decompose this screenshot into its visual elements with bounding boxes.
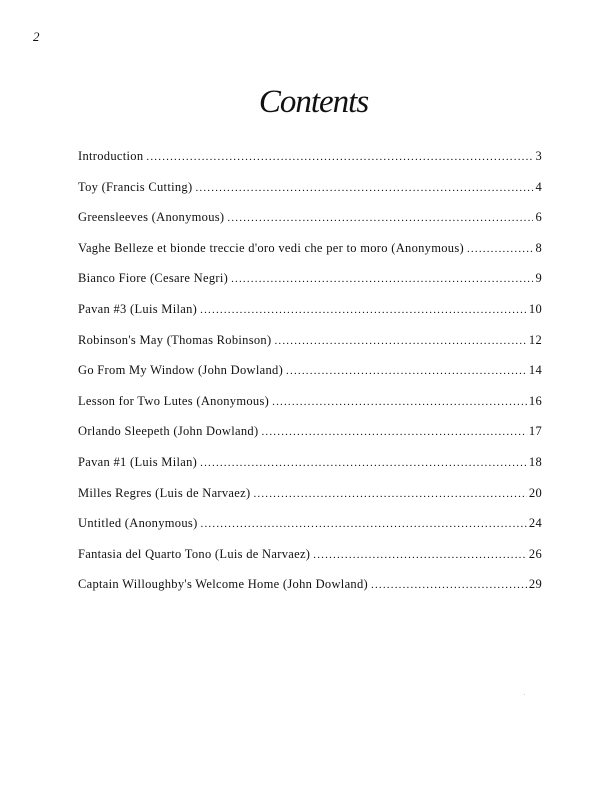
dot-leader: [200, 457, 527, 469]
toc-entry-title: Bianco Fiore (Cesare Negri): [78, 271, 229, 286]
page-number: 2: [33, 29, 40, 44]
toc-entry-title: Lesson for Two Lutes (Anonymous): [78, 393, 270, 408]
toc-entry-title: Go From My Window (John Dowland): [78, 363, 284, 378]
dot-leader: [371, 579, 527, 591]
toc-entry-page: 10: [528, 301, 542, 316]
dot-leader: [467, 243, 533, 255]
toc-entry-page: 17: [528, 424, 542, 439]
dot-leader: [274, 335, 526, 347]
dot-leader: [272, 396, 527, 408]
toc-entry-title: Captain Willoughby's Welcome Home (John Dowland): [78, 577, 368, 592]
toc-entry[interactable]: [78, 241, 542, 272]
toc-entry-page: 3: [535, 149, 542, 163]
dot-leader: [286, 365, 527, 377]
dot-leader: [200, 304, 527, 316]
dot-leader: [146, 151, 533, 163]
toc-entry-title: Greensleeves (Anonymous): [78, 210, 225, 225]
toc-entry[interactable]: [78, 333, 542, 364]
toc-entry-page: 26: [528, 546, 542, 561]
toc-entry-page: 4: [535, 179, 542, 194]
dot-leader: [313, 549, 527, 561]
dot-leader: [201, 518, 527, 530]
dot-leader: [261, 426, 526, 438]
toc-entry-page: 16: [528, 393, 542, 408]
toc-entry-page: 8: [535, 240, 542, 255]
toc-entry-page: 14: [528, 363, 542, 378]
toc-entry-page: 29: [528, 577, 542, 592]
toc-entry-page: 24: [528, 516, 542, 531]
toc-entry[interactable]: [78, 149, 542, 180]
dot-leader: [227, 212, 533, 224]
toc-entry[interactable]: [78, 455, 542, 486]
page-title: Contents: [258, 84, 369, 120]
toc-entry-title: Pavan #3 (Luis Milan): [78, 301, 198, 316]
toc-entry-title: Untitled (Anonymous): [78, 516, 198, 531]
toc-entry-page: 18: [528, 454, 542, 469]
toc-entry[interactable]: [78, 363, 542, 394]
toc-entry-title: Vaghe Belleze et bionde treccie d'oro vedi che per to moro (Anonymous): [78, 240, 464, 255]
toc-entry[interactable]: [78, 516, 542, 547]
toc-entry[interactable]: [78, 424, 542, 455]
dot-leader: [231, 273, 533, 285]
toc-entry-title: Orlando Sleepeth (John Dowland): [78, 424, 259, 439]
toc-entry-title: Toy (Francis Cutting): [78, 179, 193, 194]
toc-entry-page: 9: [535, 271, 542, 286]
toc-entry[interactable]: [78, 547, 542, 578]
toc-entry-title: Introduction: [78, 149, 144, 163]
table-of-contents: [78, 149, 542, 608]
toc-entry[interactable]: [78, 210, 542, 241]
toc-entry[interactable]: [78, 271, 542, 302]
toc-entry-page: 6: [535, 210, 542, 225]
toc-entry[interactable]: [78, 394, 542, 425]
toc-entry-title: Pavan #1 (Luis Milan): [78, 454, 198, 469]
toc-entry[interactable]: [78, 180, 542, 211]
toc-entry-page: 20: [528, 485, 542, 500]
toc-entry[interactable]: [78, 302, 542, 333]
toc-entry-title: Robinson's May (Thomas Robinson): [78, 332, 272, 347]
toc-entry-page: 12: [528, 332, 542, 347]
toc-entry-title: Milles Regres (Luis de Narvaez): [78, 485, 251, 500]
dot-leader: [195, 182, 533, 194]
toc-entry[interactable]: [78, 486, 542, 517]
toc-entry[interactable]: [78, 577, 542, 608]
toc-entry-title: Fantasia del Quarto Tono (Luis de Narvaez): [78, 546, 311, 561]
dot-leader: [253, 488, 526, 500]
speck-mark: [524, 694, 525, 695]
